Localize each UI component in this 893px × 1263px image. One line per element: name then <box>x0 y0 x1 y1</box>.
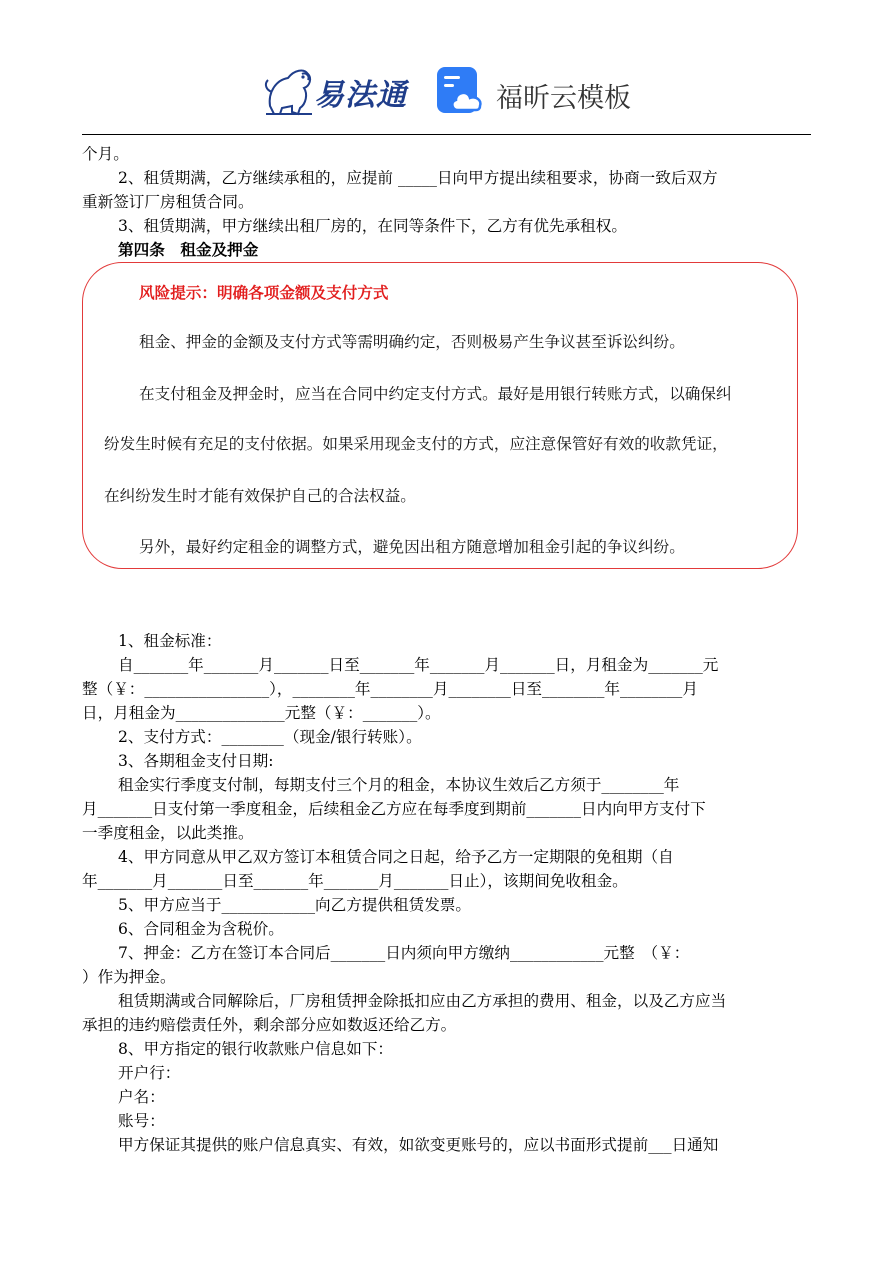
bank-field-label: 开户行： <box>118 1064 181 1082</box>
paragraph-line: ）作为押金。 <box>82 968 176 986</box>
page-header <box>0 0 893 135</box>
paragraph-line: 年_______月_______日至_______年_______月_______日止），该期间免收租金。 <box>82 872 628 890</box>
paragraph-line: 自_______年_______月_______日至_______年_______月_______日，月租金为_______元 <box>118 656 719 674</box>
cloud-document-icon <box>436 66 486 116</box>
foxit-logo-text: 福昕云模板 <box>496 83 631 114</box>
yifatong-logo-text: 易法通 <box>314 78 407 113</box>
risk-notice-box <box>82 262 798 569</box>
paragraph-line: 一季度租金，以此类推。 <box>82 824 254 842</box>
risk-notice-line: 另外，最好约定租金的调整方式，避免因出租方随意增加租金引起的争议纠纷。 <box>139 538 685 556</box>
paragraph-line: 7、押金：乙方在签订本合同后_______日内须向甲方缴纳____________元整 （￥： <box>118 944 690 962</box>
paragraph-line: 6、合同租金为含税价。 <box>118 920 284 938</box>
risk-notice-title: 风险提示：明确各项金额及支付方式 <box>139 284 389 302</box>
paragraph-line: 甲方保证其提供的账户信息真实、有效，如欲变更账号的，应以书面形式提前___日通知 <box>118 1136 719 1154</box>
paragraph-line: 租金实行季度支付制，每期支付三个月的租金，本协议生效后乙方须于________年 <box>118 776 680 794</box>
paragraph-line: 租赁期满或合同解除后，厂房租赁押金除抵扣应由乙方承担的费用、租金，以及乙方应当 <box>118 992 727 1010</box>
paragraph-line: 重新签订厂房租赁合同。 <box>82 193 254 211</box>
risk-notice-line: 在支付租金及押金时，应当在合同中约定支付方式。最好是用银行转账方式，以确保纠 <box>139 385 732 403</box>
paragraph-line: 日，月租金为______________元整（￥：_______）。 <box>82 704 441 722</box>
header-rule <box>82 134 811 135</box>
risk-notice-line: 在纠纷发生时才能有效保护自己的合法权益。 <box>104 487 416 505</box>
paragraph-line: 4、甲方同意从甲乙双方签订本租赁合同之日起，给予乙方一定期限的免租期（自 <box>118 848 674 866</box>
paragraph-line: 3、租赁期满，甲方继续出租厂房的，在同等条件下，乙方有优先承租权。 <box>118 217 627 235</box>
bank-field-label: 户名： <box>118 1088 165 1106</box>
lion-logo-icon <box>262 62 318 118</box>
paragraph-line: 5、甲方应当于____________向乙方提供租赁发票。 <box>118 896 471 914</box>
paragraph-line: 3、各期租金支付日期: <box>118 752 274 770</box>
paragraph-line: 2、租赁期满，乙方继续承租的，应提前 _____日向甲方提出续租要求，协商一致后双方 <box>118 169 718 187</box>
yifatong-logo <box>262 62 422 118</box>
paragraph-line: 整（￥：________________），________年________月________日至________年________月 <box>82 680 698 698</box>
paragraph-line: 月_______日支付第一季度租金，后续租金乙方应在每季度到期前_______日内向甲方支付下 <box>82 800 706 818</box>
risk-notice-line: 纷发生时候有充足的支付依据。如果采用现金支付的方式，应注意保管好有效的收款凭证， <box>104 435 728 453</box>
paragraph-line: 1、租金标准： <box>118 632 222 650</box>
bank-field-label: 账号： <box>118 1112 165 1130</box>
paragraph-line: 2、支付方式：________（现金/银行转账）。 <box>118 728 422 746</box>
risk-notice-line: 租金、押金的金额及支付方式等需明确约定，否则极易产生争议甚至诉讼纠纷。 <box>139 333 685 351</box>
foxit-template-logo <box>436 66 656 118</box>
paragraph-line: 个月。 <box>82 145 129 163</box>
article-heading: 第四条 租金及押金 <box>118 241 259 259</box>
paragraph-line: 8、甲方指定的银行收款账户信息如下： <box>118 1040 394 1058</box>
paragraph-line: 承担的违约赔偿责任外，剩余部分应如数返还给乙方。 <box>82 1016 457 1034</box>
